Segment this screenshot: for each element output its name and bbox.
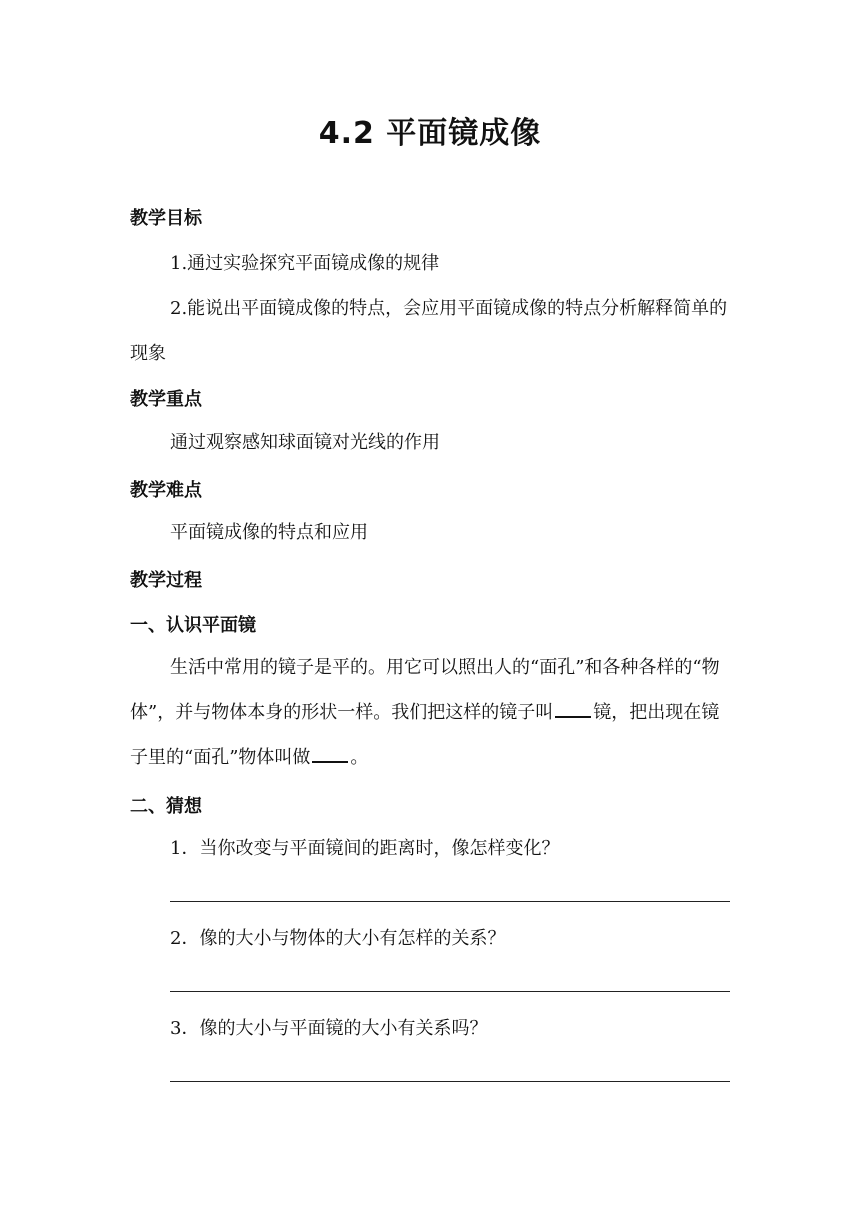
goal-2-text: 2.能说出平面镜成像的特点，会应用平面镜成像的特点分析解释简单的现象: [130, 298, 728, 364]
part1-paragraph: [130, 645, 730, 780]
answer-line-3[interactable]: [170, 1081, 730, 1082]
goal-1-text: 1.通过实验探究平面镜成像的规律: [170, 253, 440, 274]
fill-blank-1[interactable]: [555, 700, 591, 718]
question-3: 3．像的大小与平面镜的大小有关系吗？: [170, 1018, 488, 1039]
key-text: 通过观察感知球面镜对光线的作用: [170, 432, 440, 453]
part1-text-c: 。: [350, 747, 369, 768]
answer-line-2[interactable]: [170, 991, 730, 992]
question-2: 2．像的大小与物体的大小有怎样的关系？: [170, 928, 506, 949]
process-heading: 教学过程: [130, 570, 202, 591]
fill-blank-2[interactable]: [312, 745, 348, 763]
difficulty-text: 平面镜成像的特点和应用: [170, 522, 368, 543]
part1-text-a: 生活中常用的镜子是平的。用它可以照出人的“面孔”和各种各样的“物体”，并与物体本身的形状一样。我们把这样的镜子叫: [130, 657, 720, 723]
difficulty-heading: 教学难点: [130, 480, 202, 501]
part1-heading: 一、认识平面镜: [130, 615, 256, 636]
part2-heading: 二、猜想: [130, 796, 202, 817]
document-title: 4.2 平面镜成像: [318, 116, 542, 151]
key-heading: 教学重点: [130, 389, 202, 410]
goals-heading: 教学目标: [130, 208, 202, 229]
part1-text-b: 镜，把出现在镜子里的“面孔”物体叫做: [130, 702, 720, 768]
question-1: 1．当你改变与平面镜间的距离时，像怎样变化？: [170, 838, 560, 859]
answer-line-1[interactable]: [170, 901, 730, 902]
